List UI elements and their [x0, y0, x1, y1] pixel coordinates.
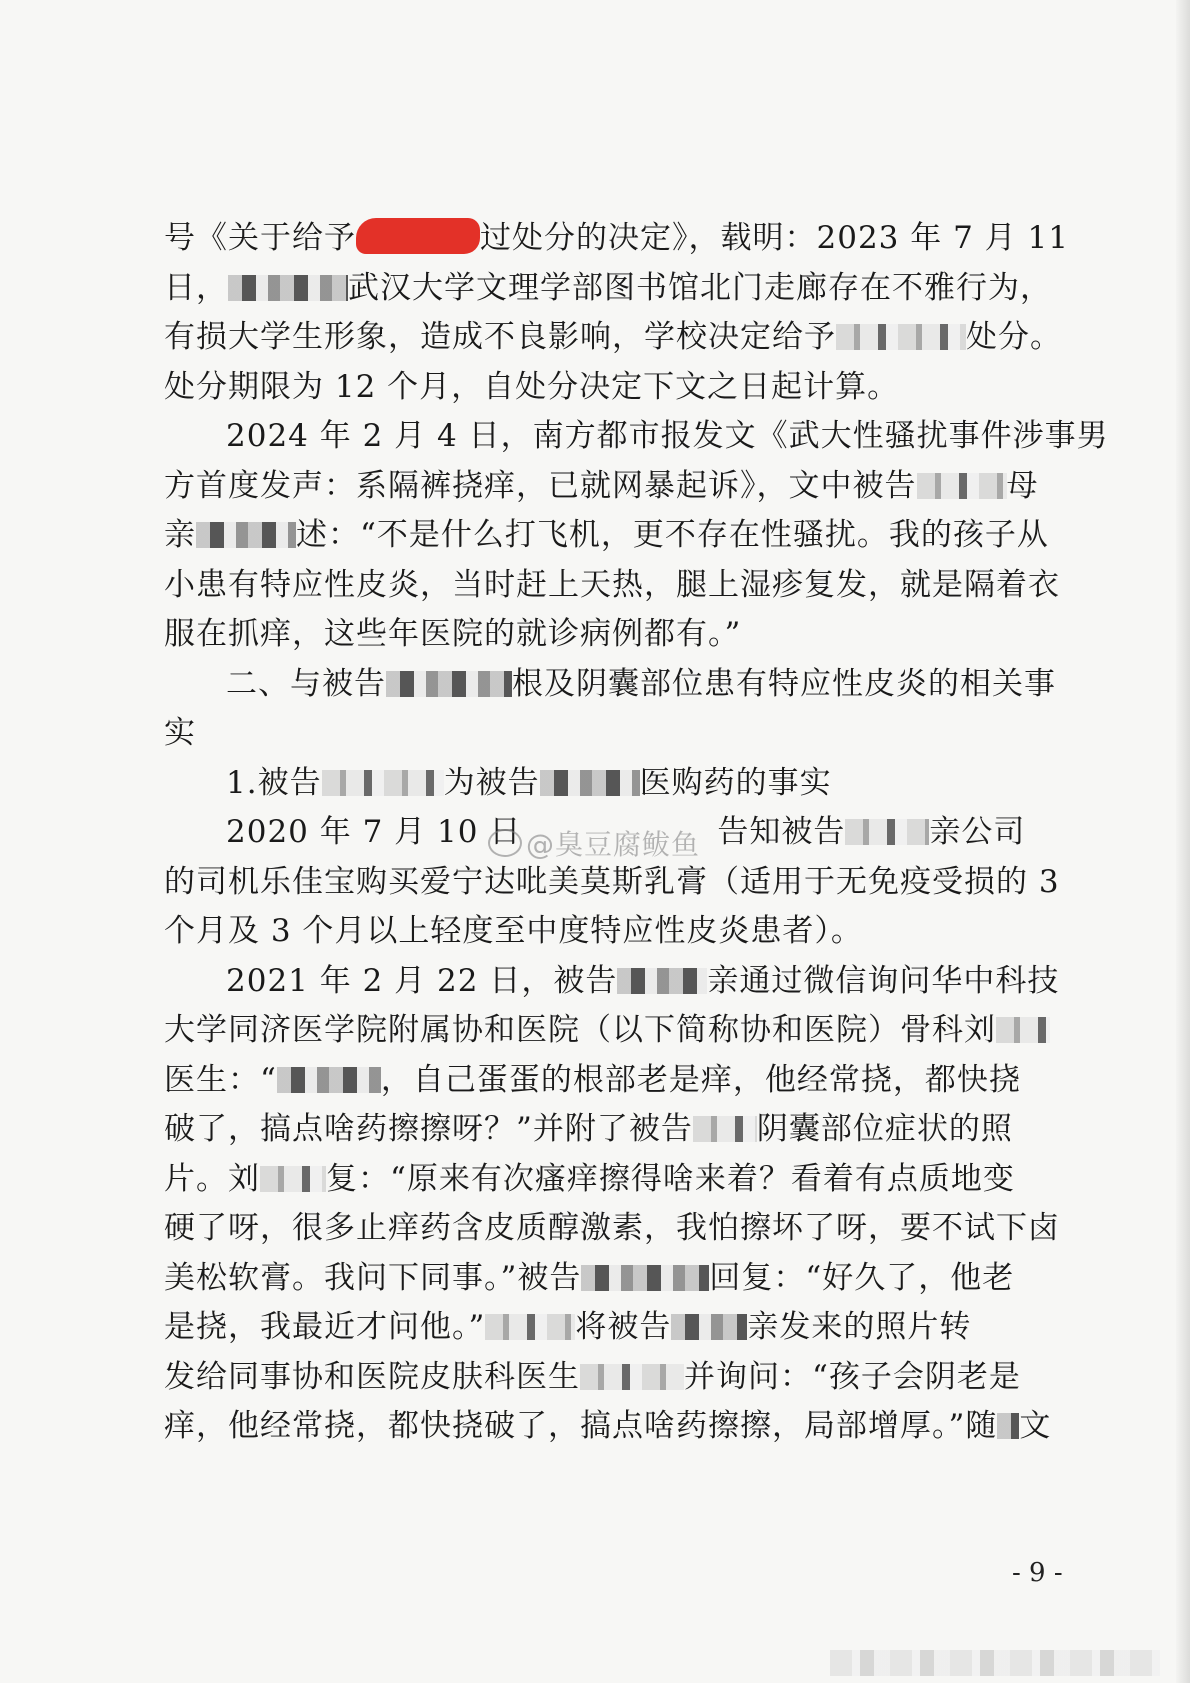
red-redaction [356, 218, 480, 254]
subsection-heading: 1.被告 为被告 医购药的事实 [226, 764, 832, 801]
text-line: 2024 年 2 月 4 日，南方都市报发文《武大性骚扰事件涉事男 [226, 418, 1109, 454]
weibo-icon [488, 829, 522, 857]
mosaic-redaction [830, 1650, 1160, 1676]
text-line: 医生：“ ，自己蛋蛋的根部老是痒，他经常挠，都快挠 [164, 1061, 1021, 1098]
text-line: 片。刘 复：“原来有次瘙痒擦得啥来着？看着有点质地变 [164, 1160, 1015, 1197]
weibo-watermark: @臭豆腐鲅鱼 [488, 823, 700, 863]
mosaic-redaction [617, 968, 707, 994]
text-line: 是挠，我最近才问他。” 将被告 亲发来的照片转 [164, 1309, 972, 1345]
mosaic-redaction [997, 1413, 1019, 1439]
text-line: 硬了呀，很多止痒药含皮质醇激素，我怕擦坏了呀，要不试下卤 [164, 1210, 1060, 1246]
text-line: 日， 武汉大学文理学部图书馆北门走廊存在不雅行为， [164, 269, 1052, 306]
text-line: 个月及 3 个月以上轻度至中度特应性皮炎患者）。 [164, 913, 863, 949]
mosaic-redaction [228, 275, 348, 301]
mosaic-redaction [386, 671, 512, 697]
text-line: 号《关于给予 过处分的决定》，载明：2023 年 7 月 11 [164, 220, 1069, 256]
mosaic-redaction [671, 1314, 747, 1340]
mosaic-redaction [540, 770, 640, 796]
mosaic-redaction [581, 1265, 709, 1291]
mosaic-redaction [277, 1067, 381, 1093]
text-line: 发给同事协和医院皮肤科医生 并询问：“孩子会阴老是 [164, 1358, 1021, 1395]
mosaic-redaction [260, 1166, 326, 1192]
mosaic-redaction [836, 324, 966, 350]
section-heading: 二、与被告 根及阴囊部位患有特应性皮炎的相关事 [226, 665, 1056, 702]
mosaic-redaction [996, 1017, 1050, 1043]
text-line: 小患有特应性皮炎，当时赶上天热，腿上湿疹复发，就是隔着衣 [164, 566, 1060, 603]
mosaic-redaction [196, 522, 296, 548]
section-heading: 实 [164, 715, 196, 751]
text-line: 痒，他经常挠，都快挠破了，搞点啥药擦擦，局部增厚。”随 文 [164, 1408, 1052, 1444]
text-line: 破了，搞点啥药擦擦呀？”并附了被告 阴囊部位症状的照 [164, 1111, 1013, 1147]
text-line: 大学同济医学院附属协和医院（以下简称协和医院）骨科刘 [164, 1006, 1044, 1056]
mosaic-redaction [322, 770, 444, 796]
text-line: 亲 述：“不是什么打飞机，更不存在性骚扰。我的孩子从 [164, 517, 1049, 553]
mosaic-redaction [693, 1116, 757, 1142]
text-line: 的司机乐佳宝购买爱宁达吡美莫斯乳膏（适用于无免疫受损的 3 [164, 863, 1060, 900]
mosaic-redaction [580, 1364, 684, 1390]
text-line: 2021 年 2 月 22 日，被告 亲通过微信询问华中科技 [226, 962, 1060, 999]
page-number: - 9 - [1012, 1558, 1063, 1588]
mosaic-redaction [917, 473, 1007, 499]
text-line: 美松软膏。我问下同事。”被告 回复：“好久了，他老 [164, 1259, 1015, 1296]
text-line: 2020 年 7 月 10 日 告知被告 亲公司 [226, 814, 1026, 850]
text-line: 处分期限为 12 个月，自处分决定下文之日起计算。 [164, 368, 900, 405]
text-line: 方首度发声：系隔裤挠痒，已就网暴起诉》，文中被告 母 [164, 467, 1039, 504]
mosaic-redaction [485, 1314, 575, 1340]
text-line: 服在抓痒，这些年医院的就诊病例都有。” [164, 616, 742, 652]
mosaic-redaction [845, 819, 929, 845]
page-edge-shadow [1176, 0, 1190, 1683]
text-line: 有损大学生形象，造成不良影响，学校决定给予 处分。 [164, 319, 1062, 355]
